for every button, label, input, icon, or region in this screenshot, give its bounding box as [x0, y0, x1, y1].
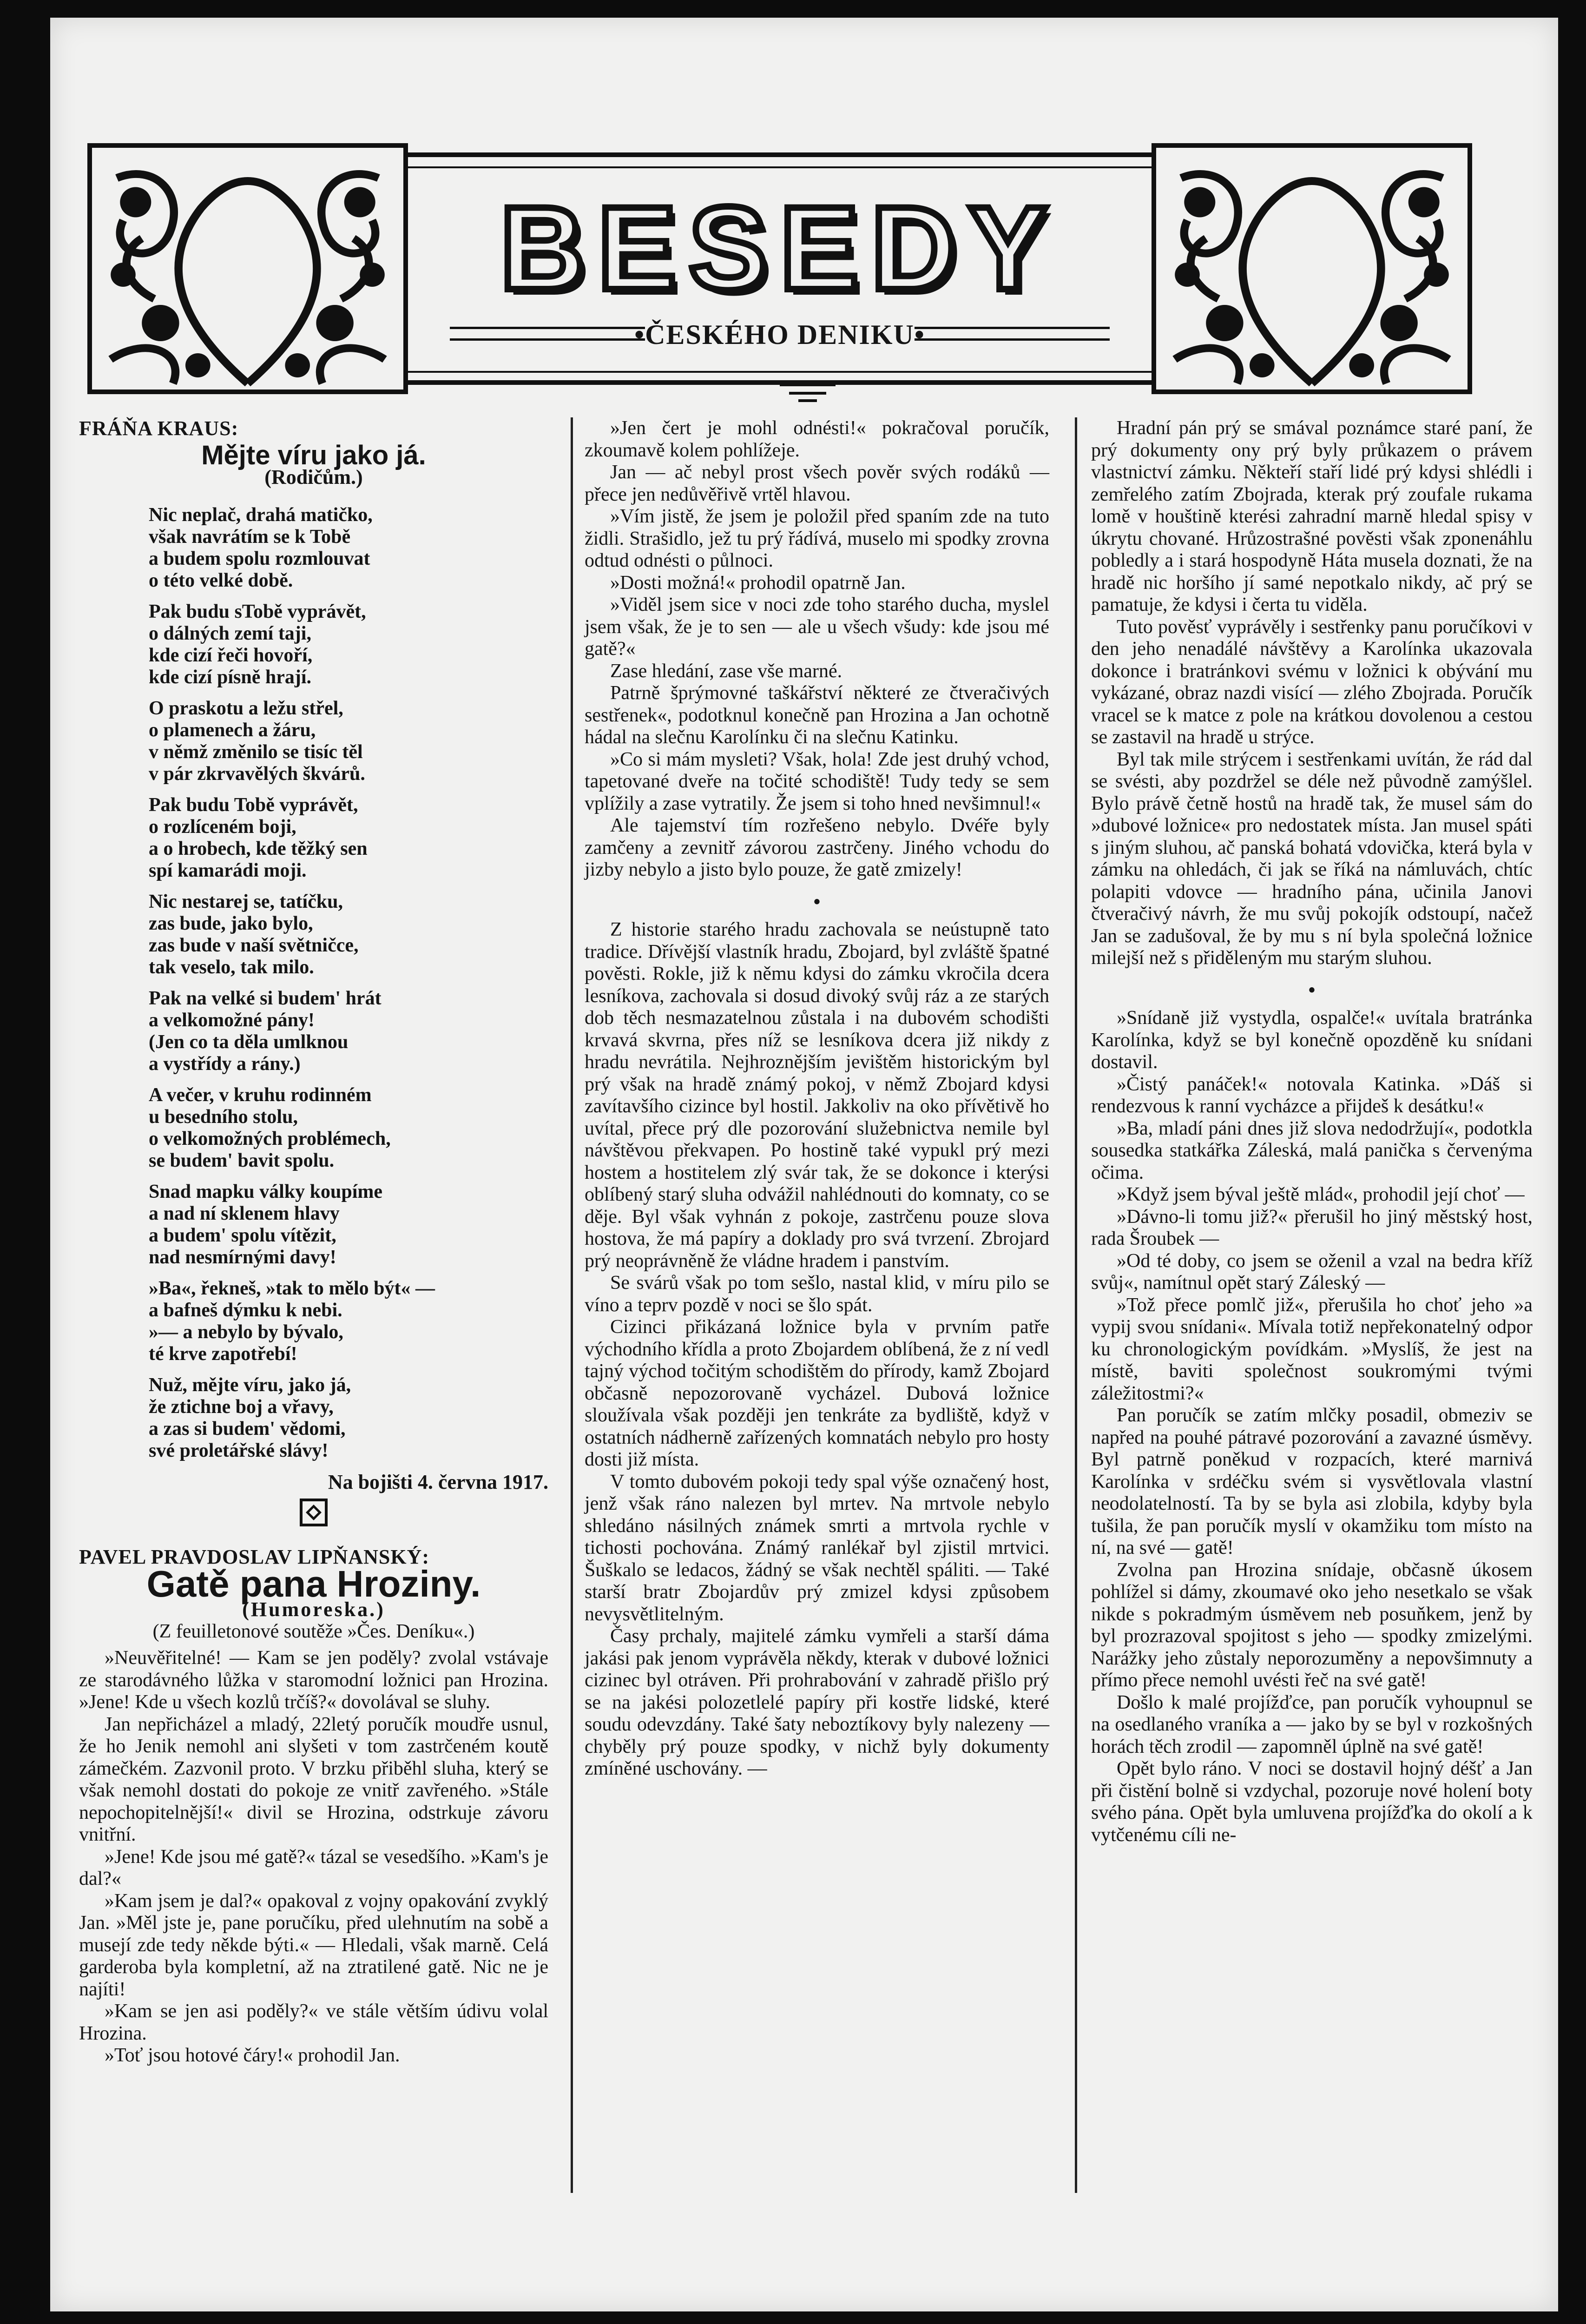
poem-line: že ztichne boj a vřavy,: [149, 1396, 334, 1418]
poem-line: a o hrobech, kde těžký sen: [149, 838, 368, 859]
poem-line: u besedního stolu,: [149, 1106, 298, 1128]
column-1: [79, 417, 548, 2067]
paragraph: »Jene! Kde jsou mé gatě?« tázal se vesedšího. »Kam's je dal?«: [79, 1846, 548, 1889]
poem-line: a vystřídy a rány.): [149, 1053, 301, 1075]
poem-line: a velkomožné pány!: [149, 1009, 315, 1031]
column-rule: [571, 417, 573, 2193]
floral-ornament-left-icon: [87, 143, 408, 394]
poem-line: Nic neplač, drahá matičko,: [149, 504, 373, 526]
paragraph: Časy prchaly, majitelé zámku vymřeli a starší dáma jakási pak jenom vyprávěla někdy, kterak v dubové ložnici cizinec byl otráven. Při prohrabování v zahradě přišlo prý se na jakési polozetlelé papíry při kostře lidské, které soudu odevzdány. Také šaty neboztíkovy byly nalezeny — chyběly prý pouze spodky, v nichž byly dokumenty zmíněné uschovány. —: [585, 1625, 1049, 1779]
poem-line: a nad ní sklenem hlavy: [149, 1202, 340, 1224]
paragraph: Cizinci přikázaná ložnice byla v prvním patře východního křídla a proto Zbojardem oblíbená, že z ní vedl tajný východ točitým schodištěm do přírody, kamž Zbojard občasně nepozorovaně vycházel. Dubová ložnice sloužívala však později jen tenkráte za bydliště, když v ostatních nádherně zařízených komnatách nebylo pro hosty dosti již místa.: [585, 1316, 1049, 1470]
story-title: Gatě pana Hroziny.: [146, 1563, 481, 1604]
poem-line: (Jen co ta děla umlknou: [149, 1031, 349, 1053]
poem-line: o rozlíceném boji,: [149, 816, 296, 838]
masthead-title: BESEDY: [500, 182, 1060, 315]
poem-dedication: (Rodičům.): [264, 466, 363, 489]
poem-stanza: [149, 1084, 548, 1172]
section-divider-icon: [300, 1499, 328, 1526]
paragraph: »Čistý panáček!« notovala Katinka. »Dáš si rendezvous k ranní vycházce a přijdeš k desátku!«: [1091, 1073, 1533, 1117]
poem-line: a zas si budem' vědomi,: [149, 1418, 346, 1439]
paragraph: Patrně šprýmovné taškářství některé ze čtveračivých sestřenek«, podotknul konečně pan Hrozina a Jan ochotně hádal na slečnu Karolínku či na slečnu Katinku.: [585, 682, 1049, 748]
column-2: [585, 417, 1049, 1780]
story-text: [79, 1647, 548, 2067]
poem-line: »— a nebylo by bývalo,: [149, 1321, 343, 1343]
paragraph: Byl tak mile strýcem i sestřenkami uvítán, že rád dal se svésti, aby pozdržel se déle než původně zamýšlel. Bylo právě četně hostů na hradě tak, že musel sám do »dubové ložnice« pro nedostatek místa. Jan musel spáti s jiným sluhou, ač panská bohatá vdovička, která byla v zámku na ohledách, či jak se říká na námluvách, chtíc polapiti vdovce — hradního pána, učinila Janovi čtveračivý návrh, že mu svůj pokojík odstoupí, načež Jan se zadušoval, že by mu s ní byla společná ložnice milejší než s přiděleným mu starým sluhou.: [1091, 748, 1533, 969]
paragraph: Ale tajemství tím rozřešeno nebylo. Dvéře byly zamčeny a zevnitř závorou zastrčeny. Jiného vchodu do jizby nebylo a jisto bylo pouze, že gatě zmizely!: [585, 815, 1049, 880]
poem-stanza: [149, 1374, 548, 1462]
poem-line: Nic nestarej se, tatíčku,: [149, 891, 343, 912]
poem-stanza: [149, 504, 548, 592]
poem-line: zas bude, jako bylo,: [149, 912, 313, 934]
poem-line: nad nesmírnými davy!: [149, 1246, 336, 1268]
paragraph: Opět bylo ráno. V noci se dostavil hojný déšť a Jan při čistění bolně si vzdychal, pozoruje nové holení boty svého pána. Opět byla umluvena projížďka do okolí a k vytčenému cíli ne-: [1091, 1758, 1533, 1846]
paragraph: »Toť jsou hotové čáry!« prohodil Jan.: [105, 2045, 400, 2066]
poem-stanza: [149, 1181, 548, 1268]
newspaper-page: [50, 18, 1558, 2311]
poem-line: Pak na velké si budem' hrát: [149, 987, 382, 1009]
paragraph: »Jen čert je mohl odnésti!« pokračoval poručík, zkoumavě kolem pohlížeje.: [585, 417, 1049, 461]
paragraph: Z historie starého hradu zachovala se neústupně tato tradice. Dřívější vlastník hradu, Zbojard, byl zvláště špatné pověsti. Rokle, již k němu kdysi do zámku vkročila dcera lesníkova, zachovala si dosud divoký svůj ráz a ze starých dob těch nesmazatelnou zůstala i na dubovém schodišti krvavá skvrna, přes níž se lesníkova dcera již nikdy z hradu nevrátila. Nejhroznějším jevištěm historickým byl prý však na hradě známý pokoj, v němž Zbojard kdysi zavítavšího cizince byl hostil. Jakkoliv na oko přívětivě ho uvítal, přece prý dle pozorování služebnictva nemile byl návštěvou překvapen. Po hostině také vypukl prý mezi hostem a hostitelem zlý svár tak, že se dokonce i kterýsi oblíbený starý sluha odvážil nahlédnouti do komnaty, co se děje. Byl však vyhnán z pokoje, zastrčenu pouze slova hostova, že má papíry a doklady pro svá tvrzení. Zbrojard prý neoprávněně že vládne hradem i panstvím.: [585, 919, 1049, 1272]
paragraph: »Viděl jsem sice v noci zde toho starého ducha, myslel jsem však, že je to sen — ale u všech všudy: kde jsou mé gatě?«: [585, 594, 1049, 660]
paragraph: »Neuvěřitelné! — Kam se jen poděly? zvolal vstávaje ze starodávného lůžka v staromodní ložnici pan Hrozina. »Jene! Kde u všech kozlů trčíš?« dovolával se sluhy.: [79, 1647, 548, 1713]
paragraph: »Od té doby, co jsem se oženil a vzal na bedra kříž svůj«, namítnul opět starý Záleský —: [1091, 1250, 1533, 1294]
paragraph: V tomto dubovém pokoji tedy spal výše označený host, jenž však ráno nalezen byl mrtev. Na mrtvole nebylo shledáno násilných známek smrti a mrtvola rychle v tichosti pochována. Známý ranlékař byl zjistil mrtvici. Šuškalo se ledacos, žádný se však nechtěl spáliti. — Také starší bratr Zbojardův prý zmizel kdysi způsobem nevysvětlitelným.: [585, 1471, 1049, 1625]
paragraph: »Tož přece pomlč již«, přerušila ho choť jeho »a vypij svou snídani«. Mívala totiž nepřekonatelný odpor ku chronologickým povídkám. »Myslíš, že jest na místě, baviti společnost soukromými tvými záležitostmi?«: [1091, 1294, 1533, 1404]
poem-line: a bafneš dýmku k nebi.: [149, 1299, 342, 1321]
poem-line: v pár zkrvavělých škvárů.: [149, 763, 365, 785]
poem-line: Nuž, mějte víru, jako já,: [149, 1374, 351, 1396]
section-break-icon: •: [1308, 979, 1316, 1001]
poem-line: o této velké době.: [149, 569, 293, 591]
poem-title: Mějte víru jako já.: [201, 440, 426, 470]
floral-ornament-right-icon: [1152, 143, 1472, 394]
poem-line: spí kamarádi moji.: [149, 859, 307, 881]
poem-line: kde cizí řeči hovoří,: [149, 644, 313, 666]
story-text: [1091, 417, 1533, 1846]
poem-line: té krve zapotřebí!: [149, 1343, 297, 1365]
poem-line: v němž změnilo se tisíc těl: [149, 741, 363, 763]
poem-stanza: [149, 794, 548, 882]
poem-line: Pak budu Tobě vyprávět,: [149, 794, 358, 816]
story-author: PAVEL PRAVDOSLAV LIPŇANSKÝ:: [79, 1545, 429, 1568]
paragraph: »Co si mám mysleti? Však, hola! Zde jest druhý vchod, tapetované dveře na točité schodiště! Tudy tedy se sem vplížily a zase vytratily. Že jsem si toho hned nevšimnul!«: [585, 748, 1049, 814]
poem-stanza: [149, 698, 548, 785]
paragraph: Jan nepřicházel a mladý, 22letý poručík moudře usnul, že ho Jenik nemohl ani slyšeti v tom zastrčeném koutě zámečkém. Zazvonil proto. V brzku přiběhl sluha, který se však nemohl dostati do pokoje ze vnitř zavřeného. »Stále nepochopitelnější!« divil se Hrozina, odstrkuje závoru vnitřní.: [79, 1713, 548, 1845]
story-text: [585, 417, 1049, 1780]
poem-stanza: [149, 891, 548, 978]
column-3: [1091, 417, 1533, 1846]
paragraph: Tuto pověsť vyprávěly i sestřenky panu poručíkovi v den jeho nenadálé návštěvy a Karolínka ukazovala dokonce i bratránkovi svému v ložnici k obývání mu vykázané, obraz nazdi visící — zlého Zbojrada. Poručík vracel se k matce z pole na krátkou dovolenou a cestou se zastavil na hradě u strýce.: [1091, 616, 1533, 748]
poem-line: a budem' spolu vítězit,: [149, 1224, 336, 1246]
column-rule: [1075, 417, 1077, 2193]
poem-line: tak veselo, tak milo.: [149, 956, 314, 978]
poem-line: Pak budu sTobě vyprávět,: [149, 601, 366, 622]
story-subtitle: (Humoreska.): [242, 1598, 385, 1621]
paragraph: »Dávno-li tomu již?« přerušil ho jiný městský host, rada Šroubek —: [1091, 1206, 1533, 1249]
masthead: [87, 143, 1472, 394]
masthead-subtitle: •ČESKÉHO DENIKU•: [634, 319, 925, 350]
poem-stanza: [149, 988, 548, 1075]
poem-line: se budem' bavit spolu.: [149, 1149, 335, 1171]
paragraph: »Ba, mladí páni dnes již slova nedodržují«, podotkla sousedka statkářka Záleská, malá panička s červenýma očima.: [1091, 1117, 1533, 1183]
poem-author: FRÁŇA KRAUS:: [79, 417, 239, 440]
poem-line: o plamenech a žáru,: [149, 719, 316, 741]
poem-line: Snad mapku války koupíme: [149, 1181, 383, 1202]
paragraph: Došlo k malé projížďce, pan poručík vyhoupnul se na osedlaného vraníka a — jako by se byl v rozkošných horách těch zrodil — zapomněl úplně na své gatě!: [1091, 1691, 1533, 1757]
paragraph: »Když jsem býval ještě mlád«, prohodil její choť —: [1117, 1184, 1525, 1205]
paragraph: »Kam se jen asi poděly?« ve stále větším údivu volal Hrozina.: [79, 2000, 548, 2044]
poem-line: kde cizí písně hrají.: [149, 666, 312, 688]
paragraph: »Dosti možná!« prohodil opatrně Jan.: [610, 572, 906, 594]
paragraph: Se svárů však po tom sešlo, nastal klid, v míru pilo se víno a teprv pozdě v noci se šlo spát.: [585, 1272, 1049, 1316]
poem-line: A večer, v kruhu rodinném: [149, 1084, 372, 1106]
paragraph: Zvolna pan Hrozina snídaje, občasně úkosem pohlížel si dámy, zkoumavé oko jeho nesetkalo se však nikde s pokradmým úsměvem neb posuňkem, jenž by byl prozrazoval spojitost s jeho — spodky zmizelými. Narážky jeho zůstaly neporozuměny a nepovšimnuty a přímo přece nemohl uvésti řeč na své gatě!: [1091, 1559, 1533, 1691]
poem-line: však navrátím se k Tobě: [149, 526, 351, 548]
paragraph: Hradní pán prý se smával poznámce staré paní, že prý dokumenty ony prý byly průkazem o právem vlastnictví zámku. Někteří staří lidé prý kdysi shlédli i zemřelého zatím Zbojrada, kterak prý zoufale rukama lomě v houštině kterési zahradní marně hledal spisy v úkrytu chované. Hrůzostrašné pověsti však zponenáhlu pobledly a i stará hospodyně Háta musela doznati, že na hradě nic horšího jí samé nepotkalo nikdy, ač prý se pamatuje, že kdysi i čerta tu viděla.: [1091, 417, 1533, 615]
poem-line: o velkomožných problémech,: [149, 1128, 391, 1149]
title-box: [408, 143, 1152, 394]
section-break-icon: •: [813, 891, 821, 913]
paragraph: »Kam jsem je dal?« opakoval z vojny opakování zvyklý Jan. »Měl jste je, pane poručíku, před ulehnutím na sobě a musejí zde tedy někde býti.« — Hledali, však marně. Celá garderoba byla kompletní, až na ztratilené gatě. Nic ne je najíti!: [79, 1890, 548, 2000]
poem-line: a budem spolu rozmlouvat: [149, 548, 370, 569]
story-note: (Z feuilletonové soutěže »Čes. Deníku«.): [152, 1620, 475, 1642]
paragraph: Zase hledání, zase vše marné.: [610, 660, 842, 682]
poem-dateline: Na bojišti 4. června 1917.: [328, 1470, 548, 1493]
paragraph: Jan — ač nebyl prost všech pověr svých rodáků — přece jen nedůvěřivě vrtěl hlavou.: [585, 462, 1049, 505]
center-ornament-icon: [775, 376, 840, 403]
paragraph: Pan poručík se zatím mlčky posadil, obmeziv se napřed na pouhé pátravé pozorování a zavazné úsměvy. Byl patrně poněkud v rozpacích, které marnivá Karolínka v srdéčku svém si vysvětlovala vlastní neodolatelností. Ta by se byla asi zlobila, kdyby byla tušila, že pan poručík myslí v okamžiku tom místo na ní, na své — gatě!: [1091, 1405, 1533, 1558]
poem-stanza: [149, 1278, 548, 1365]
poem-line: zas bude v naší světničce,: [149, 934, 359, 956]
paragraph: »Snídaně již vystydla, ospalče!« uvítala bratránka Karolínka, když se byl konečně opozděně ku snídani dostavil.: [1091, 1007, 1533, 1073]
poem-stanza: [149, 601, 548, 688]
poem-line: své proletářské slávy!: [149, 1439, 329, 1461]
poem-line: O praskotu a ležu střel,: [149, 697, 343, 719]
poem-body: [79, 504, 548, 1462]
paragraph: »Vím jistě, že jsem je položil před spaním zde na tuto židli. Strašidlo, jež tu prý řádívá, muselo mi spodky zrovna odtud odnésti o půlnoci.: [585, 506, 1049, 571]
poem-line: »Ba«, řekneš, »tak to mělo být« —: [149, 1277, 435, 1299]
poem-line: o dálných zemí taji,: [149, 622, 311, 644]
